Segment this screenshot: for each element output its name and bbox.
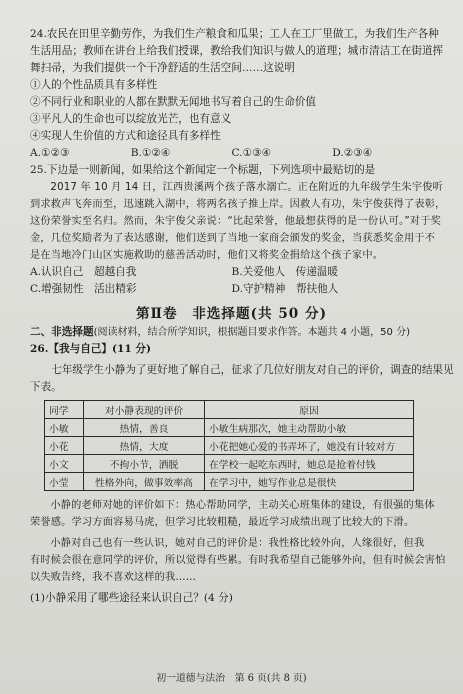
question-25 — [30, 162, 446, 298]
question-26 — [30, 341, 454, 607]
q26-sub-question-1: (1)小静采用了哪些途径来认识自己？(4 分) — [30, 592, 233, 604]
question-24 — [30, 26, 444, 162]
table-cell-evaluation: 热情，大度 — [84, 437, 205, 455]
table-cell-classmate: 小文 — [45, 455, 84, 473]
q24-statement-2: ②不同行业和职业的人都在默默无闻地书写着自己的生命价值 — [30, 96, 317, 108]
table-row — [45, 419, 414, 437]
table-header-classmate: 同学 — [45, 401, 84, 419]
q26-head: 26.【我与自己】(11 分) — [30, 343, 152, 355]
part-2-instruction-body: (阅读材料，结合所学知识，根据题目要求作答。本题共 4 小题，50 分) — [93, 327, 410, 338]
table-cell-reason: 在学校一起吃东西时，她总是抢着付钱 — [205, 455, 414, 473]
q26-self-line-2: 有时候会很在意同学的评价，所以觉得有些累。有时我希望自己能够外向，但有时候会害怕 — [30, 555, 446, 566]
q25-story-line-5: 是在当地冷门山区实施救助的慈善活动时，他们又将奖金捐给这个孩子家中。 — [30, 250, 384, 261]
table-cell-classmate: 小敏 — [45, 419, 84, 437]
q26-intro-line-1: 七年级学生小静为了更好地了解自己，征求了几位好朋友对自己的评价，调查的结果见 — [51, 364, 454, 376]
q24-stem-line-1: 24.农民在田里辛勤劳作，为我们生产粮食和瓜果；工人在工厂里做工，为我们生产各种 — [30, 28, 439, 40]
q25-option-a: A.认识自己 超越自我 — [30, 266, 137, 278]
q24-option-c: C.①③④ — [231, 147, 272, 159]
q26-intro-line-2: 下表。 — [30, 381, 62, 393]
q26-self-line-1: 小静对自己也有一些认识，她对自己的评价是：我性格比较外向，人缘很好，但我 — [50, 538, 425, 549]
page-footer: 初一道德与法治 第 6 页(共 8 页) — [156, 673, 307, 684]
part-2-instruction-head: 二、非选择题 — [30, 326, 94, 338]
part-2-title: 第Ⅱ卷 非选择题(共 50 分) — [135, 306, 328, 322]
q24-option-d: D.②③④ — [332, 147, 373, 159]
part-2-instruction — [30, 324, 433, 341]
q25-option-d: D.守护精神 帮扶他人 — [231, 283, 339, 295]
q25-story-line-1: 2017 年 10 月 14 日，江西贵溪两个孩子落水溺亡。正在附近的九年级学生朱宇俊听 — [50, 182, 444, 193]
q25-story-line-4: 金，几位奖励者为了表达感谢，他们送到了当地一家商会颁发的奖金，当获悉奖金用于不 — [30, 233, 436, 244]
q25-options-row-1 — [30, 264, 433, 281]
q26-teacher-line-1: 小静的老师对她的评价如下：热心帮助同学，主动关心班集体的建设，有很强的集体 — [50, 500, 435, 511]
q24-statement-4: ④实现人生价值的方式和途径具有多样性 — [30, 130, 221, 142]
table-header-row — [45, 401, 414, 419]
table-header-evaluation: 对小静表现的评价 — [84, 401, 205, 419]
q24-option-b: B.①②④ — [130, 147, 171, 159]
table-cell-classmate: 小花 — [45, 437, 84, 455]
table-cell-reason: 小敏生病那次，她主动帮助小敏 — [205, 419, 414, 437]
table-row — [45, 473, 414, 491]
table-row — [45, 455, 414, 473]
q24-statement-1: ①人的个性品质具有多样性 — [30, 79, 158, 91]
table-cell-evaluation: 不拘小节，洒脱 — [84, 455, 205, 473]
q25-stem: 25.下边是一则新闻，如果给这个新闻定一个标题，下列选项中最贴切的是 — [30, 164, 376, 176]
q25-story-line-3: 这份荣誉实至名归。然而，朱宇俊父亲说：“比起荣誉，他最想获得的是一份认可。”对于奖 — [30, 216, 441, 227]
q25-options-row-2 — [30, 281, 433, 298]
table-cell-evaluation: 热情，善良 — [84, 419, 205, 437]
evaluation-table — [44, 400, 414, 491]
q26-self-line-3: 以失败告终，我不喜欢这样的我…… — [30, 572, 197, 583]
table-cell-evaluation: 性格外向，做事效率高 — [84, 473, 205, 491]
q26-teacher-line-2: 荣誉感。学习方面容易马虎，但学习比较粗糙，最近学习成绩出现了比较大的下滑。 — [30, 517, 415, 528]
q25-option-c: C.增强韧性 活出精彩 — [30, 283, 137, 295]
table-row — [45, 437, 414, 455]
table-cell-reason: 小花把她心爱的书弄坏了，她没有计较对方 — [205, 437, 414, 455]
q24-stem-line-2: 生活用品；教师在讲台上给我们授课，教给我们知识与做人的道理；城市清洁工在街道挥 — [30, 45, 444, 57]
table-header-reason: 原因 — [205, 401, 414, 419]
q25-option-b: B.关爱他人 传递温暖 — [231, 266, 338, 278]
q25-story-line-2: 到求救声飞奔而至，迅速跳入湖中，将两名孩子推上岸。因救人有功，朱宇俊获得了表彰， — [30, 199, 446, 210]
q24-options — [30, 145, 433, 162]
table-cell-classmate: 小莹 — [45, 473, 84, 491]
q24-stem-line-3: 舞扫帚，为我们提供一个干净舒适的生活空间……这说明 — [30, 62, 295, 74]
table-cell-reason: 在学习中，她写作业总是很快 — [205, 473, 414, 491]
q24-option-a: A.①②③ — [30, 147, 70, 159]
q24-statement-3: ③平凡人的生命也可以绽放光芒，也有意义 — [30, 113, 232, 125]
